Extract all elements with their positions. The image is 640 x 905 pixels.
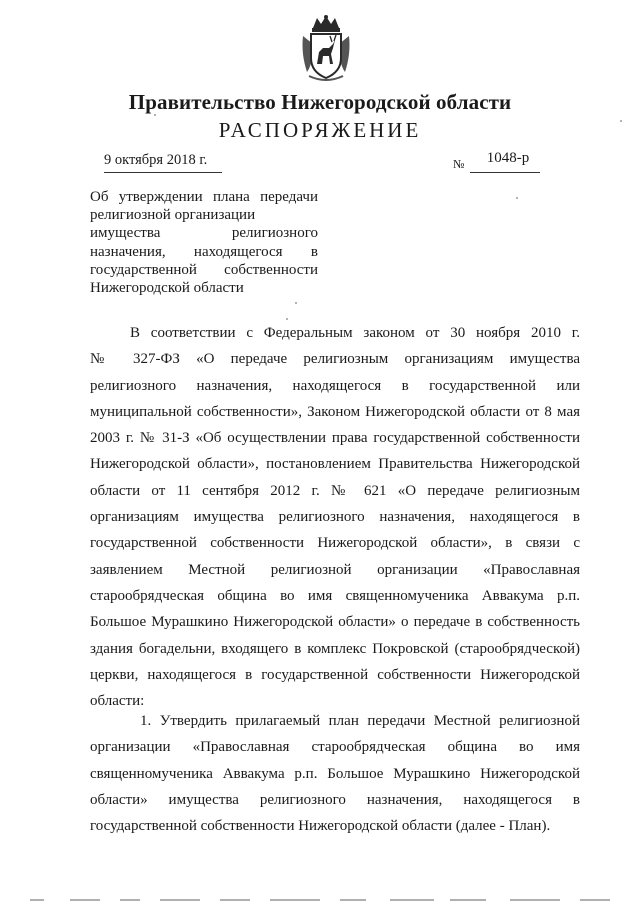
body-line: здания богадельни, входящего в комплекс Покровской (старообрядческой) xyxy=(90,640,580,657)
body-line: муниципальной собственности», Законом Нижегородской области от 8 мая xyxy=(90,403,580,420)
body-paragraph-2 xyxy=(90,708,580,839)
body-line: организации «Православная старообрядческая община во имя xyxy=(90,739,580,756)
body-line: Большое Мурашкино Нижегородской области» о передаче в собственность xyxy=(90,614,580,631)
coat-of-arms-icon xyxy=(299,14,353,82)
scan-speck xyxy=(620,120,622,122)
number-sign: № xyxy=(453,157,465,171)
body-line: 2003 г. № 31-З «Об осуществлении права государственной собственности xyxy=(90,430,580,447)
body-line: В соответствии с Федеральным законом от 30 ноября 2010 г. xyxy=(130,325,580,341)
scan-speck xyxy=(286,318,288,320)
body-line: церкви, находящегося в государственной собственности Нижегородской xyxy=(90,666,580,683)
body-line: религиозного назначения, находящегося в государственной или xyxy=(90,377,580,394)
body-line: Нижегородской области», постановлением Правительства Нижегородской xyxy=(90,456,580,473)
body-line: организациям имущества религиозного назначения, находящегося в xyxy=(90,509,580,526)
subject-line: назначения, находящегося в xyxy=(90,243,318,260)
subject-line: Нижегородской области xyxy=(90,280,244,297)
body-line: № 327-ФЗ «О передаче религиозным организациям имущества xyxy=(90,351,580,368)
subject-line: имущества религиозного xyxy=(90,225,318,242)
body-line: 1. Утвердить прилагаемый план передачи Местной религиозной xyxy=(140,713,580,729)
body-line: государственной собственности Нижегородской области (далее - План). xyxy=(90,818,551,835)
scan-speck xyxy=(516,197,518,199)
document-date: 9 октября 2018 г. xyxy=(104,152,208,168)
body-line: священномученика Аввакума р.п. Большое Мурашкино Нижегородской xyxy=(90,765,580,782)
scan-speck xyxy=(154,114,156,116)
subject-line: религиозной организации xyxy=(90,207,256,224)
date-underline xyxy=(104,172,222,173)
document-type: РАСПОРЯЖЕНИЕ xyxy=(218,118,422,142)
document-number: 1048-р xyxy=(486,150,530,166)
body-line: государственной собственности Нижегородской области», в связи с xyxy=(90,535,580,552)
body-paragraph-1 xyxy=(90,320,580,714)
number-underline xyxy=(470,172,540,173)
body-line: области» имущества религиозного назначения, находящегося в xyxy=(90,791,580,808)
body-line: старообрядческая община во имя священномученика Аввакума р.п. xyxy=(90,587,580,604)
subject-line: Об утверждении плана передачи xyxy=(90,189,318,205)
scan-speck xyxy=(295,302,297,304)
body-line: заявлением Местной религиозной организации «Православная xyxy=(90,561,580,578)
body-line: области: xyxy=(90,693,145,710)
scan-edge-artifact xyxy=(0,890,640,905)
subject-line: государственной собственности xyxy=(90,261,318,278)
document-subject xyxy=(90,188,318,297)
organization-title: Правительство Нижегородской области xyxy=(128,90,512,114)
body-line: области от 11 сентября 2012 г. № 621 «О передаче религиозным xyxy=(90,482,580,499)
